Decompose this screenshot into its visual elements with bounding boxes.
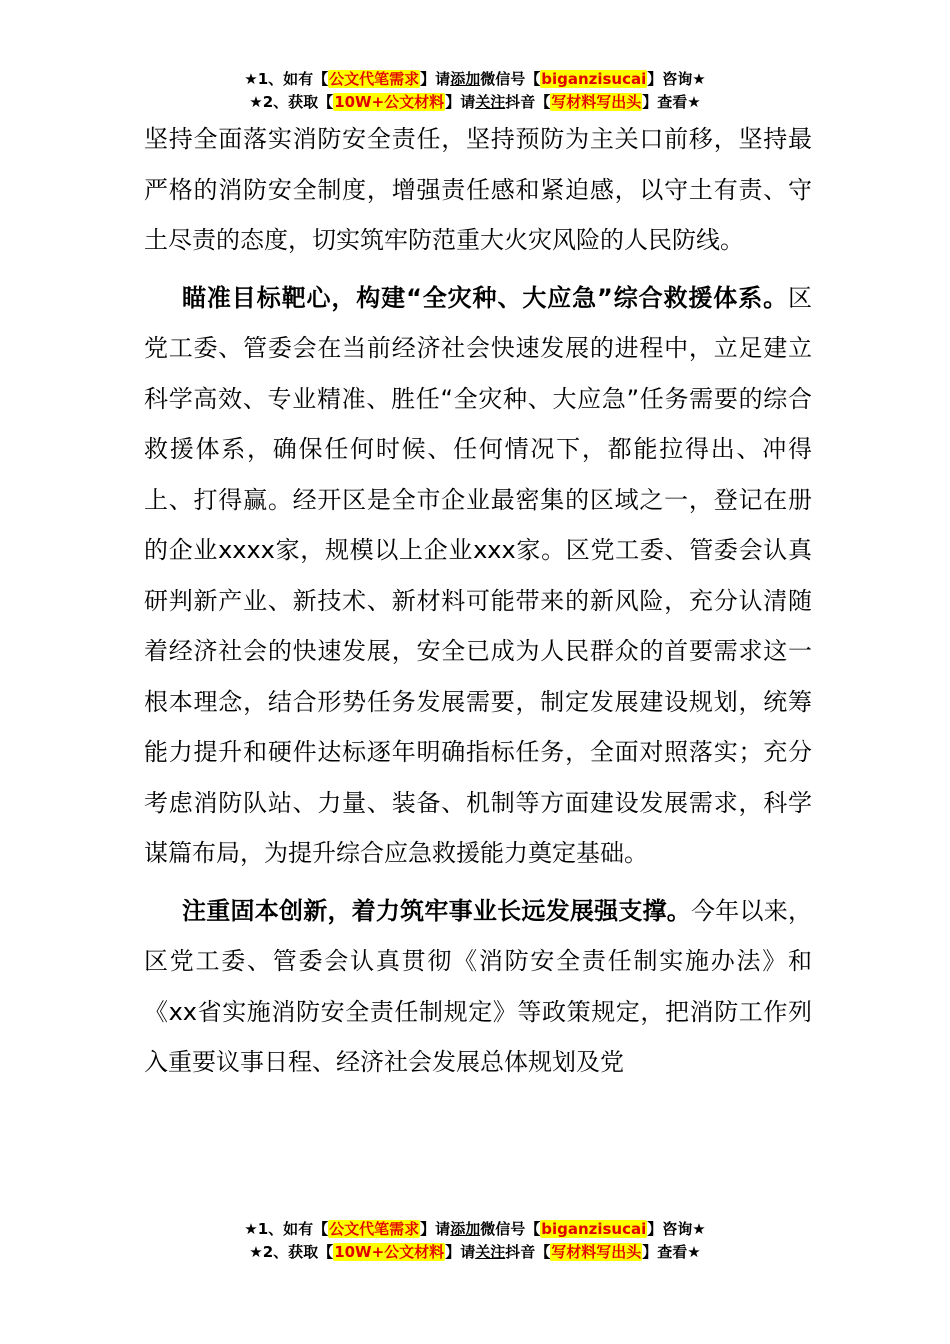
banner-highlight: 公文代笔需求 [329, 1220, 420, 1238]
banner-highlight: 写材料写出头 [551, 93, 642, 111]
banner-highlight: 写材料写出头 [551, 1243, 642, 1261]
paragraph: 注重固本创新，着力筑牢事业长远发展强支撑。今年以来，区党工委、管委会认真贯彻《消防安全责任制实施办法》和《xx省实施消防安全责任制规定》等政策规定，把消防工作列入重要议事日程、经济社会发展总体规划及党 [144, 896, 813, 1076]
header-banner [0, 68, 950, 114]
banner-line-1: ★1、如有【公文代笔需求】请添加微信号【biganzisucai】咨询★ [244, 70, 706, 88]
banner-highlight: biganzisucai [541, 70, 647, 88]
banner-highlight: biganzisucai [541, 1220, 647, 1238]
banner-highlight: 10W+公文材料 [334, 93, 445, 111]
document-body [144, 114, 812, 1088]
paragraph: 瞄准目标靶心，构建“全灾种、大应急”综合救援体系。区党工委、管委会在当前经济社会快速发展的进程中，立足建立科学高效、专业精准、胜任“全灾种、大应急”任务需要的综合救援体系，确保任何时候、任何情况下，都能拉得出、冲得上、打得赢。经开区是全市企业最密集的区域之一，登记在册的企业xxxx家，规模以上企业xxx家。区党工委、管委会认真研判新产业、新技术、新材料可能带来的新风险，充分认清随着经济社会的快速发展，安全已成为人民群众的首要需求这一根本理念，结合形势任务发展需要，制定发展建设规划，统筹能力提升和硬件达标逐年明确指标任务，全面对照落实；充分考虑消防队站、力量、装备、机制等方面建设发展需求，科学谋篇布局，为提升综合应急救援能力奠定基础。 [144, 283, 812, 867]
paragraph-lead: 瞄准目标靶心，构建“全灾种、大应急”综合救援体系。 [182, 283, 788, 312]
paragraph-lead: 注重固本创新，着力筑牢事业长远发展强支撑。 [182, 896, 692, 925]
banner-highlight: 公文代笔需求 [329, 70, 420, 88]
banner-line-2: ★2、获取【10W+公文材料】请关注抖音【写材料写出头】查看★ [249, 1243, 701, 1261]
footer-banner [0, 1218, 950, 1264]
paragraph: 坚持全面落实消防安全责任，坚持预防为主关口前移，坚持最严格的消防安全制度，增强责任感和紧迫感，以守土有责、守土尽责的态度，切实筑牢防范重大火灾风险的人民防线。 [144, 125, 812, 254]
banner-highlight: 10W+公文材料 [334, 1243, 445, 1261]
banner-line-1: ★1、如有【公文代笔需求】请添加微信号【biganzisucai】咨询★ [244, 1220, 706, 1238]
banner-line-2: ★2、获取【10W+公文材料】请关注抖音【写材料写出头】查看★ [249, 93, 701, 111]
